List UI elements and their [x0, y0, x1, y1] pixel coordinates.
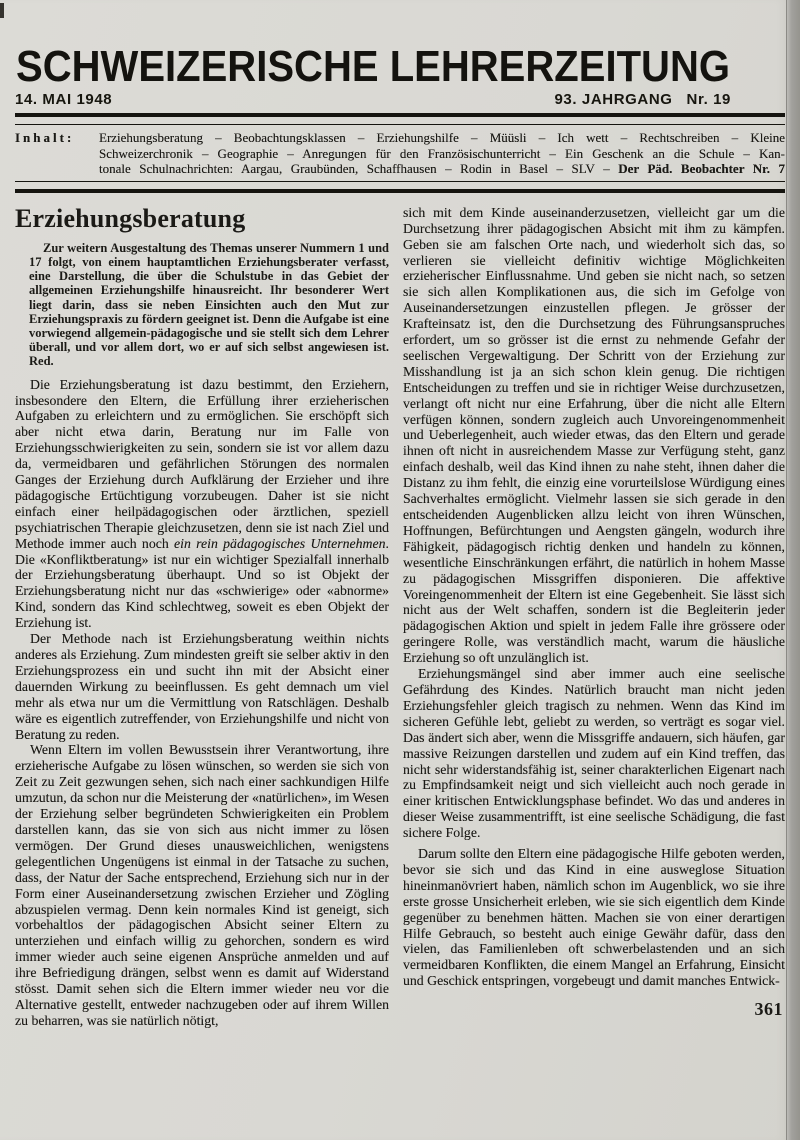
paragraph-2: Der Methode nach ist Erziehungsberatung weithin nichts anderes als Erziehung. Zum mindesten greift sie selber aktiv in den Erziehungsprozess ein und sucht ihn mit der Absicht einer dauernden Wirkung zu beeinflussen. Es geht demnach um viel mehr als etwa nur um die Vermittlung von Ratschlägen. Deshalb wäre es eigentlich zutreffender, von Erziehungshilfe und nicht von Beratung zu reden. — [15, 631, 389, 742]
paragraph-1-emphasis: ein rein pädagogisches Unternehmen — [174, 535, 386, 551]
article-title: Erziehungsberatung — [15, 203, 246, 233]
article-columns — [15, 205, 785, 1029]
masthead-title: SCHWEIZERISCHE LEHRERZEITUNG — [16, 46, 730, 88]
scan-edge-shadow — [786, 0, 800, 1140]
divider-rule-top — [15, 113, 785, 125]
page-number: 361 — [754, 999, 783, 1020]
paragraph-4: Erziehungsmängel sind aber immer auch eine seelische Gefährdung des Kindes. Natürlich braucht man nicht jeden Erziehungsfehler gleich tragisch zu nehmen. Wenn das Kind im sicheren Gefühle lebt, geliebt zu werden, so verträgt es sogar viel. Das ändert sich aber, wenn die Missgriffe andauern, sich häufen, gar massive Reizungen darstellen und zudem auf ein Kind treffen, das nicht sehr widerstandsfähig ist, seiner charakterlichen Eigenart nach zu Empfindsamkeit neigt und sich vielleicht auch noch gerade in einer kritischen Entwicklungsphase befindet. Wo das und anderes in dieser Weise zusammentrifft, ist eine seelische Schädigung, die fast sichere Folge. — [403, 666, 785, 841]
toc-line-2: Schweizerchronik – Geographie – Anregungen für den Französischunterricht – Ein Geschenk an die Schule – Kan- — [99, 145, 785, 161]
divider-rule-bottom — [15, 181, 785, 193]
paragraph-5: Darum sollte den Eltern eine pädagogische Hilfe geboten werden, bevor sie sich und das Kind in eine ausweglose Situation hineinmanövriert haben, nämlich schon im Augenblick, wo sie ihre erste grosse Unsicherheit erleben, wie sie sich eigentlich dem Kinde gegenüber zu benehmen hätten. Machen sie von einer derartigen Hilfe Gebrauch, so besteht auch einige Gewähr dafür, dass den vielen, das Familienleben oft schwerbelastenden und an sich vermeidbaren Konflikten, die einem Mangel an Erfahrung, Einsicht und Geschick entspringen, vorgebeugt und damit manches Entwick- — [403, 846, 785, 989]
volume-issue — [554, 91, 731, 108]
issue-date: 14. MAI 1948 — [15, 91, 113, 108]
paragraph-1-lead: Die Erziehungsberatung ist dazu bestimmt, den Erziehern, insbesondere den Eltern, die Erfüllung ihrer erzieherischen Aufgaben zu erleichtern und zu ermöglichen. Sie erschöpft sich aber nicht etwa darin, Beratung nur im Falle von Erziehungsschwierigkeiten zu sein, sondern sie ist vor allem dazu da, vermeidbaren und gefährlichen Störungen des normalen Ganges der Erziehung durch Aufklärung der Erzieher und ihre pädagogische Ertüchtigung vorzubeugen. Daher ist sie nicht einfach einer heilpädagogischen oder ärztlichen, speziell psychiatrischen Therapie gleichzusetzen, denn sie ist nach Ziel und Methode immer auch noch — [15, 376, 389, 551]
paragraph-1 — [15, 377, 389, 632]
issue-number: Nr. 19 — [686, 91, 731, 108]
toc-highlight: Der Päd. Beobachter Nr. 7 — [618, 161, 786, 177]
masthead — [15, 46, 733, 88]
page-content — [15, 0, 785, 1029]
scan-artifact — [0, 3, 4, 18]
toc-label: Inhalt: — [15, 130, 75, 145]
editorial-note: Zur weitern Ausgestaltung des Themas unserer Nummern 1 und 17 folgt, von einem hauptamtlichen Erziehungsberater verfasst, eine Darstellung, die über die Schulstube in das Gebiet der allgemeinen Erziehungshilfe hinausreicht. Ihr besonderer Wert liegt darin, dass sie neben Einsichten auch den Mut zur Erziehungspraxis zu fördern geeignet ist. Denn die Aufgabe ist eine vorwiegend allgemein-pädagogische und sie stellt sich dem Lehrer überall, und vor allem dort, wo er auf sich selbst angewiesen ist. Red. — [29, 240, 389, 369]
table-of-contents — [15, 130, 785, 177]
toc-line-3 — [99, 161, 785, 177]
left-column — [15, 205, 389, 1029]
toc-line-3-text: tonale Schulnachrichten: Aargau, Graubünden, Schaffhausen – Rodin in Basel – SLV – — [99, 161, 610, 177]
paragraph-3-continued: sich mit dem Kinde auseinanderzusetzen, vielleicht gar um die Durchsetzung ihrer pädagogischen Absicht mit ihm zu kämpfen. Geben sie am falschen Orte nach, und wiederholt sich das, so verlieren sie vielleicht definitiv wichtige Möglichkeiten erzieherischer Einflussnahme. Und geben sie nicht nach, so setzen sie sich allen Komplikationen aus, die sich im Gefolge von Auseinandersetzungen einzustellen pflegen. Je grösser der Krafteinsatz ist, den die Durchsetzung des Führungsanspruches erfordert, um so grösser ist die ernst zu nehmende Gefahr der seelischen Vergewaltigung. Der Schritt von der Erziehung zur Misshandlung ist ja an sich schon klein genug. Die richtigen Entscheidungen zu treffen und sie in richtiger Weise durchzusetzen, verlangt oft nicht nur eine Erfahrung, über die nicht alle Eltern verfügen können, sondern zugleich auch Unvoreingenommenheit und Ueberlegenheit, auch wieder etwas, das den Eltern und gerade ihnen oft nicht in ausreichendem Masse zur Verfügung steht, ganz einfach deshalb, weil das Kind ihnen zu nahe steht, ihnen daher die Distanz zu ihm fehlt, die einzig eine vorurteilslose Würdigung eines Sachverhaltes ermöglicht. Vielmehr lassen sie sich gerade in den entscheidenden Augenblicken allzu leicht von ihren Wünschen, Hoffnungen, Befürchtungen und Aengsten gängeln, wodurch ihre Fähigkeit, pädagogisch richtig denken und handeln zu können, wesentliche Einschränkungen erfährt, die natürlich in hohem Masse zu pädagogischen Missgriffen disponieren. Die affektive Voreingenommenheit der Eltern ist eine Gegebenheit. Sie lässt sich nicht aus der Welt schaffen, sondern ist die Begleiterin jeder pädagogischen Aktion und spielt in jedem Falle ihre grössere oder geringere Rolle, was verständlich macht, warum die häusliche Erziehung so oft unzulänglich ist. — [403, 204, 785, 666]
right-column — [403, 205, 785, 1029]
toc-line-1: Erziehungsberatung – Beobachtungsklassen – Erziehungshilfe – Müüsli – Ich wett – Rechtschreiben – Kleine — [99, 130, 785, 145]
date-row — [15, 91, 731, 108]
paragraph-3: Wenn Eltern im vollen Bewusstsein ihrer Verantwortung, ihre erzieherische Aufgabe zu lösen wünschen, so werden sie sich von Zeit zu Zeit gezwungen sehen, sich nach einer sachkundigen Hilfe umzutun, da schon nur die Meisterung der «natürlichen», im Wesen der Erziehung selber begründeten Schwierigkeiten ein Problem darstellen kann, das sie von sich aus nicht immer zu lösen vermögen. Der Grund dieses unausweichlichen, wenigstens gelegentlichen Ungenügens ist einmal in der Tatsache zu suchen, dass, der Natur der Sache entsprechend, Erziehung sich nur in der Form einer Auseinandersetzung zwischen Erzieher und Zögling abzuspielen vermag. Denn kein normales Kind ist geneigt, sich vorbehaltlos der pädagogischen Absicht seiner Eltern zu unterziehen und einfach willig zu gehorchen, sondern es wird immer wieder auch seine eigenen Ansprüche anmelden und auf ihre Befriedigung drängen, selbst wenn es damit auf Widerstand stösst. Damit sehen sich die Eltern immer wieder neu vor die Alternative gestellt, entweder nachzugeben oder auf ihrem Willen zu beharren, was sie natürlich nötigt, — [15, 742, 389, 1028]
paragraph-1-tail: . Die «Konfliktberatung» ist nur ein wichtiger Spezialfall innerhalb der Erziehungsberatung überhaupt. Und so ist Objekt der Erziehungsberatung nicht nur das «schwierige» oder «abnorme» Kind, sondern das Kind schlechtweg, soweit es eben Objekt der Erziehung ist. — [15, 535, 389, 631]
volume-label: 93. JAHRGANG — [554, 91, 673, 108]
